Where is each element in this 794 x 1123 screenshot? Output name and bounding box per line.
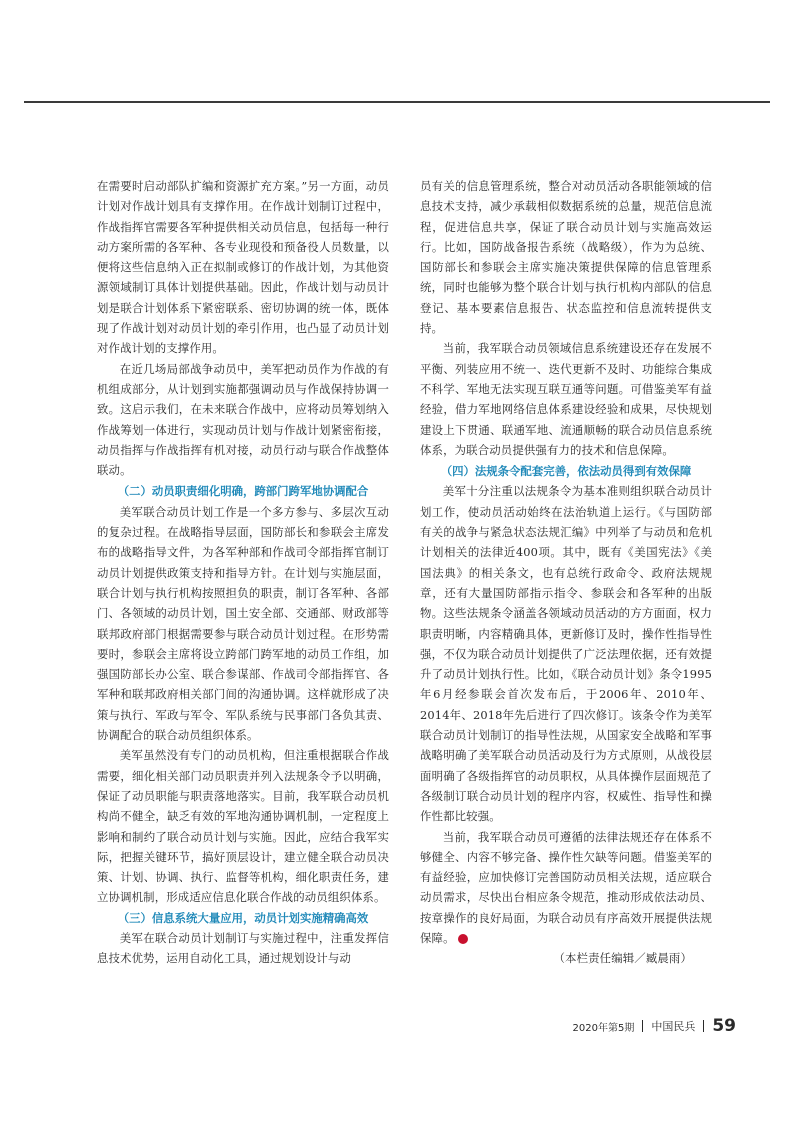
page-number: 59: [712, 1016, 736, 1036]
end-mark-icon: M: [458, 934, 468, 944]
paragraph: 美军联合动员计划工作是一个多方参与、多层次互动的复杂过程。在战略指导层面，国防部长和参联会主席发布的战略指导文件，为各军种部和作战司令部指挥官制订动员计划提供政策支持和指导方针。在计划与实施层面，联合计划与执行机构按照担负的职责，制订各军种、各部门、各领域的动员计划，国土安全部、交通部、财政部等联邦政府部门根据需要参与联合动员计划过程。在形势需要时，参联会主席将设立跨部门跨军地的动员工作组，加强国防部长办公室、联合参谋部、作战司令部指挥官、各军种和联邦政府相关部门间的沟通协调。这样就形成了决策与执行、军政与军令、军队系统与民事部门各负其责、协调配合的联合动员组织体系。: [97, 504, 389, 743]
header-rule: [24, 101, 770, 103]
paragraph-text: 当前，我军联合动员可遵循的法律法规还存在体系不够健全、内容不够完备、操作性欠缺等问题。借鉴美军的有益经验，应加快修订完善国防动员相关法规，适应联合动员需求，尽快出台相应条令规范，推动形成依法动员、按章操作的良好局面，为联合动员有序高效开展提供法规保障。: [420, 829, 712, 945]
editor-credit: （本栏责任编辑／臧晨雨）: [553, 951, 692, 966]
section-heading-4: （四）法规条令配套完善，依法动员得到有效保障: [440, 464, 692, 479]
paragraph: 在需要时启动部队扩编和资源扩充方案。”另一方面，动员计划对作战计划具有支撑作用。在作战计划制订过程中，作战指挥官需要各军种提供相关动员信息，包括每一种行动方案所需的各军种、各专业现役和预备役人员数量，以便将这些信息纳入正在拟制或修订的作战计划，为其他资源领域制订具体计划提供基础。因此，作战计划与动员计划是联合计划体系下紧密联系、密切协调的统一体，既体现了作战计划对动员计划的牵引作用，也凸显了动员计划对作战计划的支撑作用。: [97, 179, 389, 356]
paragraph: 美军虽然没有专门的动员机构，但注重根据联合作战需要，细化相关部门动员职责并列入法规条令予以明确，保证了动员职能与职责落地落实。目前，我军联合动员机构尚不健全，缺乏有效的军地沟通协调机制，一定程度上影响和制约了联合动员计划与实施。因此，应结合我军实际，把握关键环节，搞好顶层设计，建立健全联合动员决策、计划、协调、执行、监督等机构，细化职责任务，建立协调机制，形成适应信息化联合作战的动员组织体系。: [97, 748, 389, 905]
right-column: [420, 176, 712, 969]
page-footer: [573, 1016, 736, 1036]
paragraph: 员有关的信息管理系统，整合对动员活动各职能领域的信息技术支持，减少承载相似数据系统的总量，规范信息流程，促进信息共享，保证了联合动员计划与实施高效运行。比如，国防战备报告系统（战略级），作为为总统、国防部长和参联会主席实施决策提供保障的信息管理系统，同时也能够为整个联合计划与执行机构内部队的信息登记、基本要素信息报告、状态监控和信息流转提供支持。: [420, 179, 712, 336]
issue-label: 2020年第5期: [572, 1022, 635, 1034]
paragraph: 在近几场局部战争动员中，美军把动员作为作战的有机组成部分，从计划到实施都强调动员与作战保持协调一致。这启示我们，在未来联合作战中，应将动员筹划纳入作战筹划一体进行，实现动员计划与作战计划紧密衔接，动员指挥与作战指挥有机对接，动员行动与联合作战整体联动。: [97, 361, 389, 478]
footer-divider: [703, 1020, 704, 1032]
left-column: [97, 176, 389, 969]
section-heading-2: （二）动员职责细化明确，跨部门跨军地协调配合: [117, 484, 369, 499]
section-heading-3: （三）信息系统大量应用，动员计划实施精确高效: [117, 910, 369, 925]
paragraph: 美军在联合动员计划制订与实施过程中，注重发挥信息技术优势，运用自动化工具，通过规划设计与动: [97, 930, 389, 966]
paragraph: 当前，我军联合动员领域信息系统建设还存在发展不平衡、列装应用不统一、迭代更新不及时、功能综合集成不科学、军地无法实现互联互通等问题。可借鉴美军有益经验，借力军地网络信息体系建设经验和成果，尽快规划建设上下贯通、联通军地、流通顺畅的联合动员信息系统体系，为联合动员提供强有力的技术和信息保障。: [420, 341, 712, 457]
paragraph-last: [420, 827, 712, 949]
footer-divider: [642, 1020, 643, 1032]
paragraph: 美军十分注重以法规条令为基本准则组织联合动员计划工作，使动员活动始终在法治轨道上运行。《与国防部有关的战争与紧急状态法规汇编》中列举了与动员和危机计划相关的法律近400项。其中，既有《美国宪法》《美国法典》的相关条文，也有总统行政命令、政府法规规章，还有大量国防部指示指令、参联会和各军种的出版物。这些法规条令涵盖各领域动员活动的方方面面，权力职责明晰，内容精确具体，更新修订及时，操作性指导性强，不仅为联合动员计划提供了广泛法理依据，还有效提升了动员计划执行性。比如，《联合动员计划》条令1995年6月经参联会首次发布后，于2006年、2010年、2014年、2018年先后进行了四次修订。该条令作为美军联合动员计划制订的指导性法规，从国家安全战略和军事战略明确了美军联合动员活动及行为方式原则，从战役层面明确了各级指挥官的动员职权，从具体操作层面规范了各级制订联合动员计划的程序内容，权威性、指导性和操作性都比较强。: [420, 484, 712, 824]
magazine-name: 中国民兵: [651, 1020, 696, 1033]
